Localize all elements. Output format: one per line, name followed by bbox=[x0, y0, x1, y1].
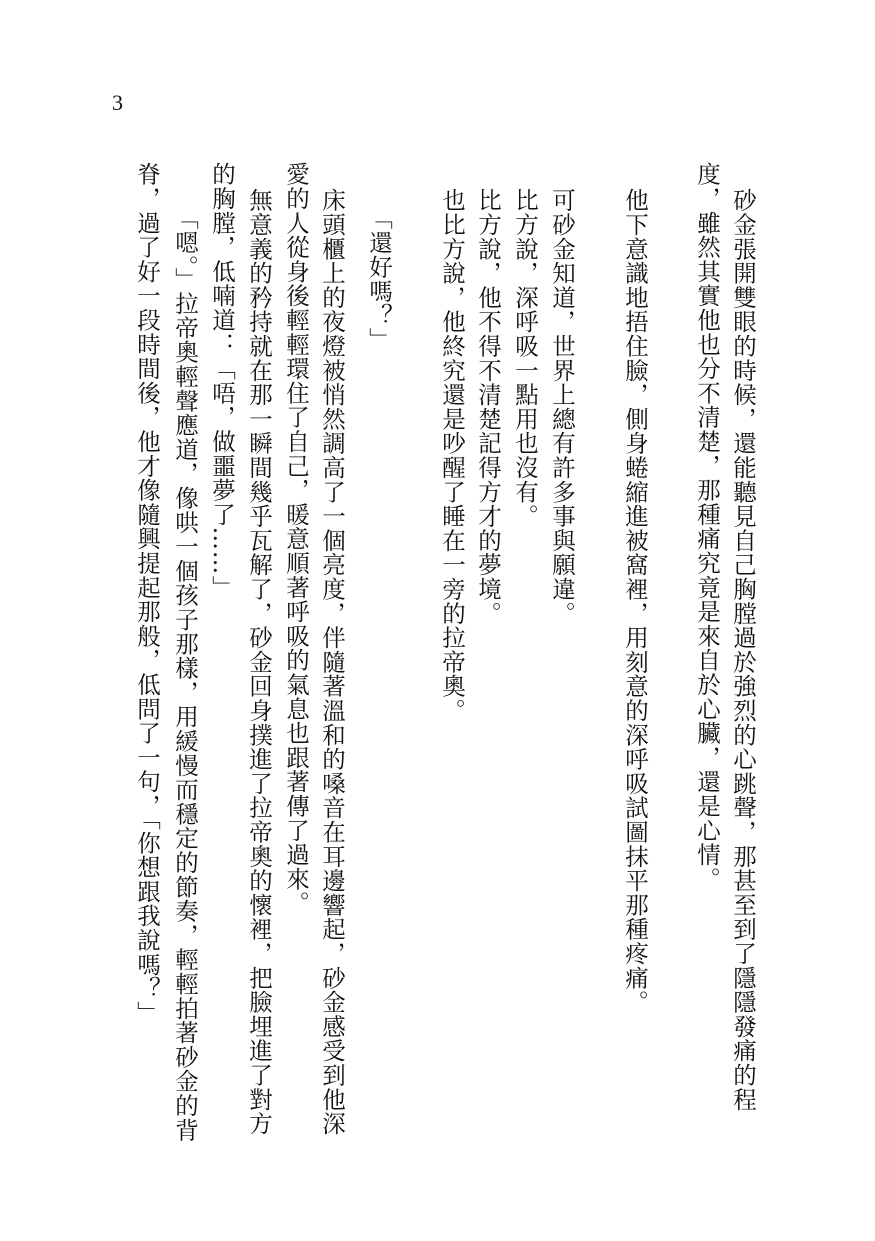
text-line-12: 的胸膛，低喃道：「唔，做噩夢了……」 bbox=[208, 162, 236, 600]
text-line-13: 「嗯。」拉帝奧輕聲應道，像哄一個孩子那樣，用緩慢而穩定的節奏，輕輕拍著砂金的背 bbox=[171, 206, 199, 1142]
text-line-9: 床頭櫃上的夜燈被悄然調高了一個亮度，伴隨著溫和的嗓音在耳邊響起，砂金感受到他深 bbox=[318, 188, 346, 1136]
text-line-1: 砂金張開雙眼的時候，還能聽見自己胸膛過於強烈的心跳聲，那甚至到了隱隱發痛的程 bbox=[729, 188, 757, 1112]
text-line-14: 脊，過了好一段時間後，他才像隨興提起那般，低問了一句，「你想跟我說嗎？」 bbox=[133, 162, 161, 1026]
text-line-10: 愛的人從身後輕輕環住了自己，暖意順著呼吸的氣息也跟著傳了過來。 bbox=[282, 162, 310, 916]
text-line-11: 無意義的矜持就在那一瞬間幾乎瓦解了，砂金回身撲進了拉帝奧的懷裡，把臉埋進了對方 bbox=[245, 188, 273, 1136]
text-line-2: 度，雖然其實他也分不清楚，那種痛究竟是來自於心臟，還是心情。 bbox=[693, 162, 721, 891]
text-line-7: 也比方說，他終究還是吵醒了睡在一旁的拉帝奧。 bbox=[438, 188, 466, 723]
text-line-6: 比方說，他不得不清楚記得方才的夢境。 bbox=[474, 188, 502, 626]
text-line-5: 比方說，深呼吸一點用也沒有。 bbox=[511, 188, 539, 529]
text-line-4: 可砂金知道，世界上總有許多事與願違。 bbox=[548, 188, 576, 626]
text-line-3: 他下意識地捂住臉，側身蜷縮進被窩裡，用刻意的深呼吸試圖抹平那種疼痛。 bbox=[621, 188, 649, 1015]
dialogue-line-8: 「還好嗎？」 bbox=[365, 206, 393, 352]
page-number: 3 bbox=[112, 90, 123, 115]
